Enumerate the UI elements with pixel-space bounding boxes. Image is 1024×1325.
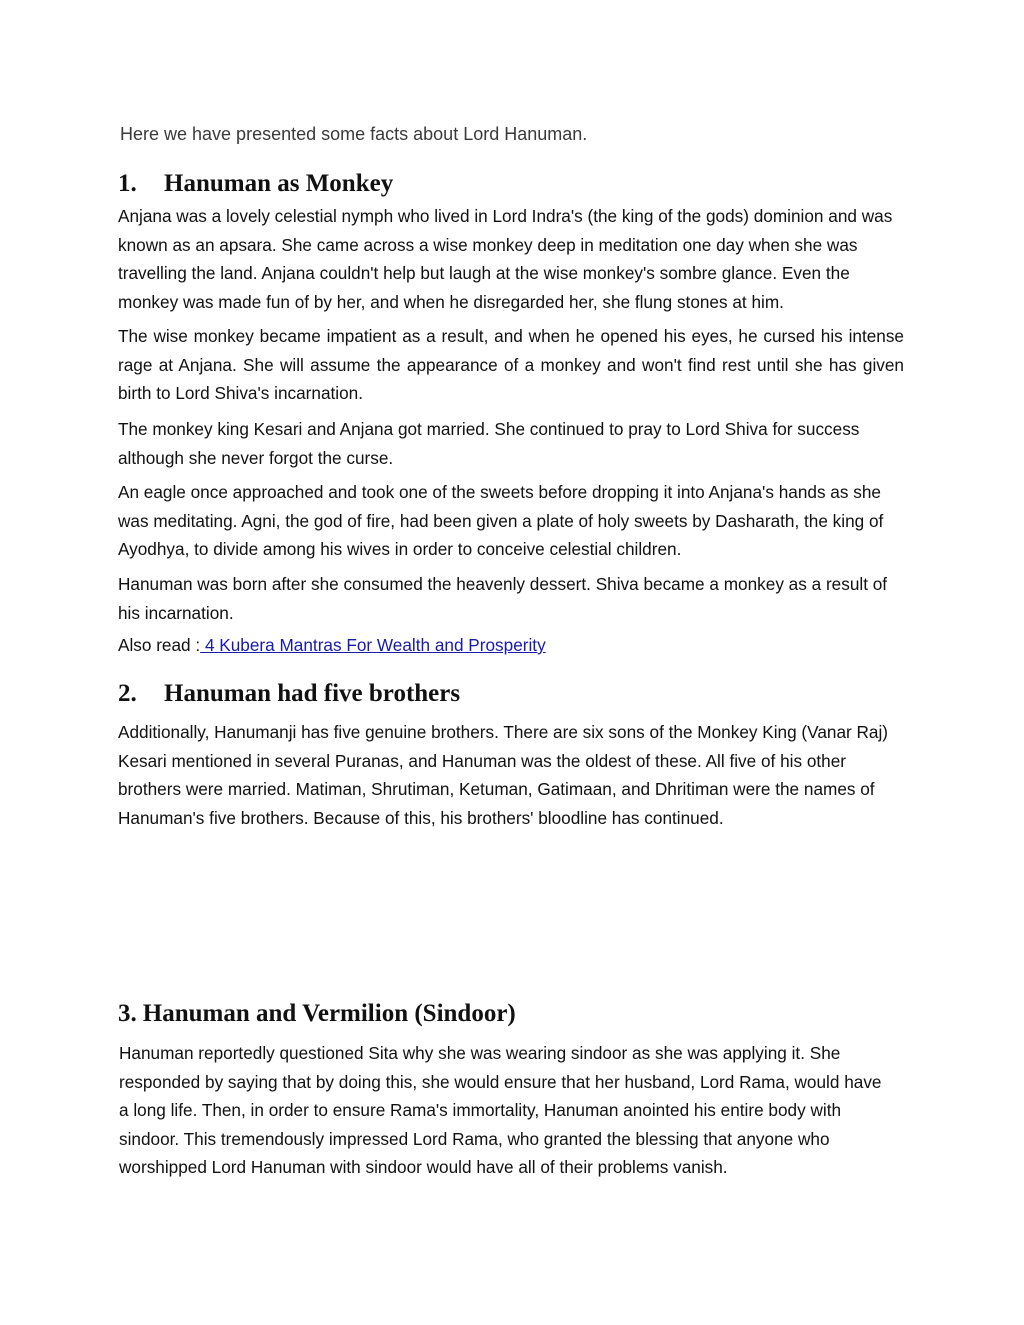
section-1-paragraph-2: The wise monkey became impatient as a result, and when he opened his eyes, he cursed his intense rage at Anjana. She will assume the appearance of a monkey and won't find rest until she has given birth to Lord Shiva's incarnation. (118, 326, 904, 403)
section-3-title: Hanuman and Vermilion (Sindoor) (142, 1000, 516, 1027)
section-3-paragraph-1: Hanuman reportedly questioned Sita why she was wearing sindoor as she was applying it. She responded by saying that by doing this, she would ensure that her husband, Lord Rama, would have a long life. Then, in order to ensure Rama's immortality, Hanuman anointed his entire body with sindoor. This tremendously impressed Lord Rama, who granted the blessing that anyone who worshipped Lord Hanuman with sindoor would have all of their problems vanish. (119, 1043, 882, 1177)
section-1-paragraph-3: The monkey king Kesari and Anjana got married. She continued to pray to Lord Shiva for success although she never forgot the curse. (118, 419, 860, 468)
also-read-line (118, 631, 546, 659)
section-1-number: 1. (118, 170, 137, 197)
also-read-label: Also read : (118, 635, 201, 655)
section-1-paragraph-4: An eagle once approached and took one of the sweets before dropping it into Anjana's hands as she was meditating. Agni, the god of fire, had been given a plate of holy sweets by Dasharath, the king of Ayodhya, to divide among his wives in order to conceive celestial children. (118, 482, 884, 559)
intro-text: Here we have presented some facts about Lord Hanuman. (120, 124, 588, 144)
section-3-heading (118, 1000, 516, 1028)
section-2-paragraph-1: Additionally, Hanumanji has five genuine brothers. There are six sons of the Monkey King (Vanar Raj) Kesari mentioned in several Puranas, and Hanuman was the oldest of these. All five of his other brothers were married. Matiman, Shrutiman, Ketuman, Gatimaan, and Dhritiman were the names of Hanuman's five brothers. Because of this, his brothers' bloodline has continued. (118, 722, 889, 828)
section-1-paragraph-5: Hanuman was born after she consumed the heavenly dessert. Shiva became a monkey as a result of his incarnation. (118, 574, 888, 623)
kubera-mantras-link[interactable]: 4 Kubera Mantras For Wealth and Prosperity (200, 635, 546, 655)
section-3-number: 3. (118, 1000, 137, 1027)
section-1-heading (118, 170, 393, 198)
section-1-title: Hanuman as Monkey (164, 170, 394, 197)
section-2-heading (118, 680, 460, 708)
section-2-number: 2. (118, 680, 137, 707)
section-2-title: Hanuman had five brothers (164, 680, 461, 707)
section-1-paragraph-1: Anjana was a lovely celestial nymph who lived in Lord Indra's (the king of the gods) dominion and was known as an apsara. She came across a wise monkey deep in meditation one day when she was travelling the land. Anjana couldn't help but laugh at the wise monkey's sombre glance. Even the monkey was made fun of by her, and when he disregarded her, she flung stones at him. (118, 206, 893, 312)
